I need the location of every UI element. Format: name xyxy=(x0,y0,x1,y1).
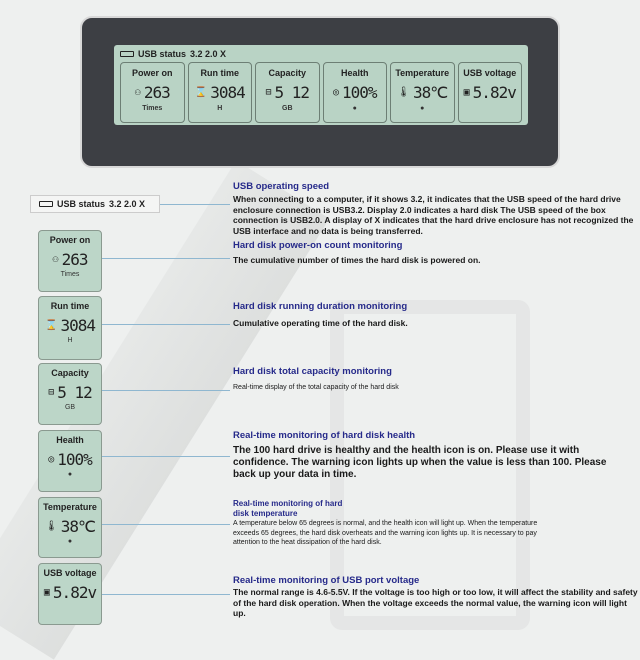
lcd-panel-row xyxy=(120,62,522,123)
thermometer-icon: 🌡 xyxy=(397,87,410,98)
panel-value-row xyxy=(39,583,101,602)
description-text: Cumulative operating time of the hard disk. xyxy=(233,318,408,328)
panel-value: 5.82v xyxy=(52,583,97,602)
panel-title: Power on xyxy=(131,68,173,78)
connector-line xyxy=(102,594,230,595)
panel-title: Temperature xyxy=(395,68,450,78)
panel-health xyxy=(323,62,388,123)
connector-line xyxy=(160,204,230,205)
panel-temperature xyxy=(390,62,455,123)
description-text: When connecting to a computer, if it shows 3.2, it indicates that the USB speed of the hard drive enclosure connection is USB3.2. Display 2.0 indicates a hard disk The USB speed of the box connection is USB2.0. A display of X indicates that the hard drive enclosure has not recognized the USB interface and no data is being transferred. xyxy=(233,194,634,236)
panel-title: Temperature xyxy=(43,502,97,512)
panel-value-row xyxy=(39,250,101,269)
panel-value: 3084 xyxy=(210,83,245,102)
panel-unit: H xyxy=(217,105,223,112)
description-text: A temperature below 65 degrees is normal, and the health icon will light up. When the temperature exceeds 65 degrees, the hard disk overheats and the warning icon lights up. It is necessary to pay attention to the heat dissipation of the hard disk. xyxy=(233,520,538,546)
clock-icon: ⌛ xyxy=(194,87,208,98)
clock-icon: ⌛ xyxy=(45,320,58,331)
lcd-screen xyxy=(114,45,528,125)
panel-title: Health xyxy=(340,68,369,78)
panel-value-row xyxy=(391,83,454,102)
panel-usb-voltage xyxy=(458,62,523,123)
panel-unit: GB xyxy=(282,105,293,112)
panel-run-time xyxy=(38,296,102,360)
description-heading: Real-time monitoring of USB port voltage xyxy=(233,575,420,586)
health-icon: ◎ xyxy=(332,87,339,98)
usb-status-values: 3.2 2.0 X xyxy=(190,49,227,59)
status-indicator-icon: ● xyxy=(67,471,73,478)
panel-unit: Times xyxy=(142,105,163,112)
connector-line xyxy=(102,390,230,391)
panel-value: 5 12 xyxy=(57,383,92,402)
usb-icon xyxy=(39,201,53,207)
lcd-device xyxy=(80,16,560,168)
usb-status xyxy=(120,48,522,60)
status-indicator-icon: ● xyxy=(67,538,73,545)
description-heading: USB operating speed xyxy=(233,181,330,192)
panel-value: 263 xyxy=(143,83,170,102)
panel-capacity xyxy=(38,363,102,425)
panel-capacity xyxy=(255,62,320,123)
panel-title: Health xyxy=(56,435,84,445)
panel-title: Capacity xyxy=(51,368,89,378)
panel-title: USB voltage xyxy=(463,68,517,78)
description-text: The 100 hard drive is healthy and the health icon is on. Please use it with confidence. The warning icon lights up when the value is less than 100. Please back up your data in time. xyxy=(233,445,607,480)
panel-value-row xyxy=(256,83,319,102)
usb-status-label: USB status xyxy=(138,49,187,59)
panel-value-row xyxy=(121,83,184,102)
panel-unit: H xyxy=(67,337,73,344)
panel-value-row xyxy=(324,83,387,102)
panel-value: 100% xyxy=(342,83,377,102)
connector-line xyxy=(102,258,230,259)
hard-disk-icon: ⊟ xyxy=(48,387,55,398)
connector-line xyxy=(102,524,230,525)
description-text: The cumulative number of times the hard disk is powered on. xyxy=(233,255,481,265)
description-heading: Real-time monitoring of hard disk health xyxy=(233,430,416,441)
panel-value: 3084 xyxy=(60,316,95,335)
connector-line xyxy=(102,324,230,325)
panel-usb-voltage xyxy=(38,563,102,625)
panel-unit: GB xyxy=(64,404,76,411)
panel-value-row xyxy=(39,383,101,402)
panel-power-on xyxy=(38,230,102,292)
power-plug-icon: ⚇ xyxy=(134,87,141,98)
panel-value: 5 12 xyxy=(274,83,310,102)
power-plug-icon: ⚇ xyxy=(52,254,59,265)
panel-value: 5.82v xyxy=(472,83,516,102)
panel-health xyxy=(38,430,102,492)
panel-value-row xyxy=(459,83,522,102)
status-indicator-icon: ● xyxy=(420,105,425,112)
panel-value: 38℃ xyxy=(60,517,95,536)
description-text: The normal range is 4.6-5.5V. If the voltage is too high or too low, it will affect the stability and safety of the hard disk operation. When the voltage exceeds the normal value, the warning icon will light up. xyxy=(233,587,638,618)
panel-value-row xyxy=(39,316,101,335)
connector-line xyxy=(102,456,230,457)
usb-icon xyxy=(120,51,134,57)
panel-value-row xyxy=(189,83,252,102)
panel-title: USB voltage xyxy=(43,568,97,578)
panel-power-on xyxy=(120,62,185,123)
description-text: Real-time display of the total capacity of the hard disk xyxy=(233,384,399,391)
description-heading: Hard disk power-on count monitoring xyxy=(233,240,403,251)
thermometer-icon: 🌡 xyxy=(45,521,58,532)
panel-value-row xyxy=(39,450,101,469)
panel-title: Run time xyxy=(50,301,90,311)
description-heading: Hard disk total capacity monitoring xyxy=(233,366,392,377)
status-indicator-icon: ● xyxy=(352,105,357,112)
health-icon: ◎ xyxy=(48,454,55,465)
hard-disk-icon: ⊟ xyxy=(265,87,272,98)
voltage-icon: ▣ xyxy=(463,87,470,98)
usb-status-label: USB status xyxy=(57,199,106,209)
panel-unit: Times xyxy=(60,271,80,278)
panel-title: Run time xyxy=(200,68,239,78)
panel-value: 100% xyxy=(57,450,92,469)
voltage-icon: ▣ xyxy=(43,587,50,598)
description-heading: Real-time monitoring of hard disk temperature xyxy=(233,499,343,518)
description-heading: Hard disk running duration monitoring xyxy=(233,301,408,312)
panel-title: Power on xyxy=(49,235,91,245)
panel-temperature xyxy=(38,497,102,558)
usb-status-values: 3.2 2.0 X xyxy=(109,199,146,209)
panel-value: 263 xyxy=(61,250,88,269)
panel-title: Capacity xyxy=(268,68,307,78)
usb-status-callout xyxy=(30,195,160,213)
panel-value-row xyxy=(39,517,101,536)
panel-value: 38℃ xyxy=(412,83,448,102)
panel-run-time xyxy=(188,62,253,123)
